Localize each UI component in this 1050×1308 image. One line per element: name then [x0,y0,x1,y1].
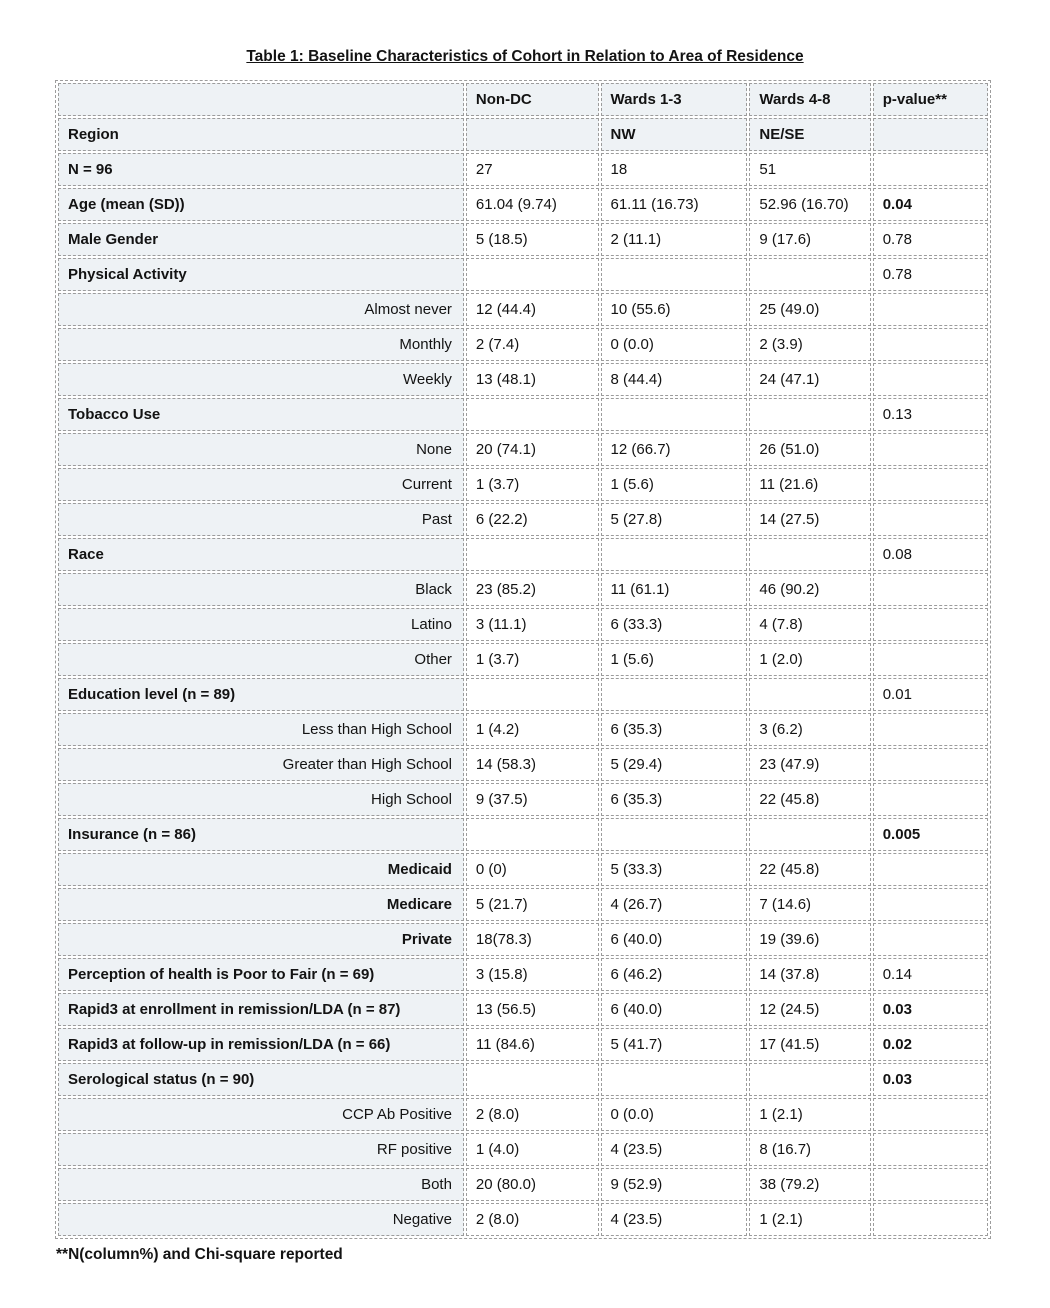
column-header-wards-1-3: Wards 1-3 [601,83,748,116]
value-cell [749,1063,870,1096]
value-cell: 19 (39.6) [749,923,870,956]
table-row [58,1203,988,1236]
row-label-cell: Insurance (n = 86) [58,818,464,851]
row-label-cell: Serological status (n = 90) [58,1063,464,1096]
table-title: Table 1: Baseline Characteristics of Cohort in Relation to Area of Residence [246,48,804,65]
value-cell: 17 (41.5) [749,1028,870,1061]
table-row [58,503,988,536]
row-label-cell: Black [58,573,464,606]
p-value-cell [873,433,988,466]
row-label-cell: RF positive [58,1133,464,1166]
value-cell: 23 (47.9) [749,748,870,781]
row-label-cell: Region [58,118,464,151]
table-row [58,818,988,851]
value-cell: 1 (2.0) [749,643,870,676]
value-cell: 2 (8.0) [466,1098,599,1131]
row-label-cell: Negative [58,1203,464,1236]
value-cell: 6 (22.2) [466,503,599,536]
value-cell: 6 (46.2) [601,958,748,991]
row-label-cell: Current [58,468,464,501]
value-cell: 51 [749,153,870,186]
value-cell [749,818,870,851]
table-row [58,468,988,501]
value-cell [466,118,599,151]
p-value-cell [873,923,988,956]
p-value-cell: 0.78 [873,258,988,291]
value-cell: 61.04 (9.74) [466,188,599,221]
row-label-cell: N = 96 [58,153,464,186]
value-cell: 18 [601,153,748,186]
p-value-cell: 0.005 [873,818,988,851]
value-cell: 3 (15.8) [466,958,599,991]
value-cell: 1 (2.1) [749,1203,870,1236]
p-value-cell [873,1133,988,1166]
value-cell: 4 (23.5) [601,1203,748,1236]
value-cell [601,1063,748,1096]
value-cell: 1 (3.7) [466,468,599,501]
value-cell: 13 (48.1) [466,363,599,396]
p-value-cell: 0.01 [873,678,988,711]
table-row [58,1098,988,1131]
table-row [58,853,988,886]
value-cell: 12 (66.7) [601,433,748,466]
value-cell: NW [601,118,748,151]
value-cell: 8 (44.4) [601,363,748,396]
value-cell: 3 (6.2) [749,713,870,746]
p-value-cell [873,363,988,396]
row-label-cell: Age (mean (SD)) [58,188,464,221]
value-cell [466,1063,599,1096]
value-cell: 9 (37.5) [466,783,599,816]
value-cell [749,258,870,291]
value-cell: 0 (0) [466,853,599,886]
p-value-cell [873,1168,988,1201]
table-row [58,328,988,361]
value-cell: 1 (3.7) [466,643,599,676]
row-label-cell: Past [58,503,464,536]
p-value-cell [873,608,988,641]
table-row [58,713,988,746]
p-value-cell [873,853,988,886]
row-label-cell: Race [58,538,464,571]
table-row [58,433,988,466]
column-header-p-value-: p-value** [873,83,988,116]
row-label-cell: Weekly [58,363,464,396]
p-value-cell [873,783,988,816]
row-label-cell: Latino [58,608,464,641]
value-cell: 46 (90.2) [749,573,870,606]
value-cell: 0 (0.0) [601,328,748,361]
value-cell: 11 (21.6) [749,468,870,501]
value-cell: 14 (58.3) [466,748,599,781]
table-row [58,118,988,151]
row-label-cell: Private [58,923,464,956]
value-cell [466,398,599,431]
p-value-cell [873,503,988,536]
value-cell: 2 (8.0) [466,1203,599,1236]
row-label-cell: Medicaid [58,853,464,886]
p-value-cell [873,1203,988,1236]
value-cell: 5 (21.7) [466,888,599,921]
value-cell: 9 (52.9) [601,1168,748,1201]
table-row [58,538,988,571]
value-cell: 1 (5.6) [601,468,748,501]
value-cell: 5 (18.5) [466,223,599,256]
row-label-cell: None [58,433,464,466]
value-cell [466,818,599,851]
p-value-cell [873,713,988,746]
p-value-cell [873,118,988,151]
table-row [58,1133,988,1166]
value-cell: 9 (17.6) [749,223,870,256]
value-cell: 3 (11.1) [466,608,599,641]
p-value-cell: 0.14 [873,958,988,991]
value-cell: 5 (41.7) [601,1028,748,1061]
row-label-cell: Other [58,643,464,676]
value-cell: 2 (11.1) [601,223,748,256]
value-cell [749,538,870,571]
table-row [58,188,988,221]
p-value-cell: 0.02 [873,1028,988,1061]
value-cell: NE/SE [749,118,870,151]
value-cell: 6 (40.0) [601,923,748,956]
p-value-cell: 0.03 [873,1063,988,1096]
value-cell: 13 (56.5) [466,993,599,1026]
value-cell: 6 (35.3) [601,713,748,746]
value-cell: 23 (85.2) [466,573,599,606]
value-cell: 14 (27.5) [749,503,870,536]
value-cell: 7 (14.6) [749,888,870,921]
value-cell: 52.96 (16.70) [749,188,870,221]
p-value-cell: 0.78 [873,223,988,256]
value-cell: 0 (0.0) [601,1098,748,1131]
table-row [58,1028,988,1061]
value-cell [466,258,599,291]
table-row [58,958,988,991]
p-value-cell: 0.08 [873,538,988,571]
value-cell: 5 (27.8) [601,503,748,536]
row-label-cell: Both [58,1168,464,1201]
table-row [58,608,988,641]
value-cell: 1 (2.1) [749,1098,870,1131]
p-value-cell [873,1098,988,1131]
value-cell: 12 (24.5) [749,993,870,1026]
p-value-cell [873,888,988,921]
table-row [58,293,988,326]
value-cell: 11 (61.1) [601,573,748,606]
p-value-cell [873,573,988,606]
value-cell: 61.11 (16.73) [601,188,748,221]
row-label-cell: CCP Ab Positive [58,1098,464,1131]
value-cell: 4 (7.8) [749,608,870,641]
row-label-cell: Medicare [58,888,464,921]
value-cell: 25 (49.0) [749,293,870,326]
value-cell [749,398,870,431]
value-cell: 38 (79.2) [749,1168,870,1201]
value-cell: 4 (26.7) [601,888,748,921]
row-label-cell: Greater than High School [58,748,464,781]
table-row [58,153,988,186]
value-cell [749,678,870,711]
value-cell: 1 (4.2) [466,713,599,746]
table-row [58,223,988,256]
table-row [58,398,988,431]
value-cell: 5 (33.3) [601,853,748,886]
value-cell [601,678,748,711]
row-label-cell: High School [58,783,464,816]
row-label-cell: Tobacco Use [58,398,464,431]
value-cell [601,818,748,851]
value-cell: 5 (29.4) [601,748,748,781]
p-value-cell: 0.03 [873,993,988,1026]
value-cell: 6 (40.0) [601,993,748,1026]
table-row [58,888,988,921]
value-cell: 8 (16.7) [749,1133,870,1166]
table-row [58,1168,988,1201]
value-cell: 2 (7.4) [466,328,599,361]
value-cell: 4 (23.5) [601,1133,748,1166]
p-value-cell [873,643,988,676]
column-header-non-dc: Non-DC [466,83,599,116]
table-row [58,993,988,1026]
p-value-cell [873,153,988,186]
p-value-cell [873,468,988,501]
row-label-cell: Rapid3 at enrollment in remission/LDA (n = 87) [58,993,464,1026]
value-cell: 26 (51.0) [749,433,870,466]
p-value-cell [873,293,988,326]
value-cell: 2 (3.9) [749,328,870,361]
table-header-row [58,83,988,116]
value-cell: 14 (37.8) [749,958,870,991]
table-row [58,573,988,606]
value-cell: 22 (45.8) [749,853,870,886]
value-cell: 1 (5.6) [601,643,748,676]
value-cell: 18(78.3) [466,923,599,956]
value-cell [466,678,599,711]
row-label-cell: Less than High School [58,713,464,746]
p-value-cell: 0.04 [873,188,988,221]
value-cell: 20 (74.1) [466,433,599,466]
row-label-cell: Rapid3 at follow-up in remission/LDA (n = 66) [58,1028,464,1061]
p-value-cell [873,748,988,781]
value-cell: 1 (4.0) [466,1133,599,1166]
table-row [58,643,988,676]
value-cell: 27 [466,153,599,186]
row-label-cell: Physical Activity [58,258,464,291]
column-header-empty [58,83,464,116]
value-cell [601,258,748,291]
row-label-cell: Almost never [58,293,464,326]
value-cell: 20 (80.0) [466,1168,599,1201]
value-cell [466,538,599,571]
table-row [58,678,988,711]
table-row [58,923,988,956]
table-row [58,363,988,396]
row-label-cell: Male Gender [58,223,464,256]
value-cell: 6 (33.3) [601,608,748,641]
table-row [58,1063,988,1096]
row-label-cell: Education level (n = 89) [58,678,464,711]
row-label-cell: Monthly [58,328,464,361]
value-cell: 24 (47.1) [749,363,870,396]
value-cell: 22 (45.8) [749,783,870,816]
value-cell: 12 (44.4) [466,293,599,326]
value-cell: 11 (84.6) [466,1028,599,1061]
table-row [58,783,988,816]
value-cell: 6 (35.3) [601,783,748,816]
table-row [58,748,988,781]
table-footnote: **N(column%) and Chi-square reported [56,1246,343,1263]
column-header-wards-4-8: Wards 4-8 [749,83,870,116]
value-cell: 10 (55.6) [601,293,748,326]
value-cell [601,538,748,571]
row-label-cell: Perception of health is Poor to Fair (n = 69) [58,958,464,991]
p-value-cell: 0.13 [873,398,988,431]
table-row [58,258,988,291]
baseline-characteristics-table [55,80,991,1239]
value-cell [601,398,748,431]
p-value-cell [873,328,988,361]
